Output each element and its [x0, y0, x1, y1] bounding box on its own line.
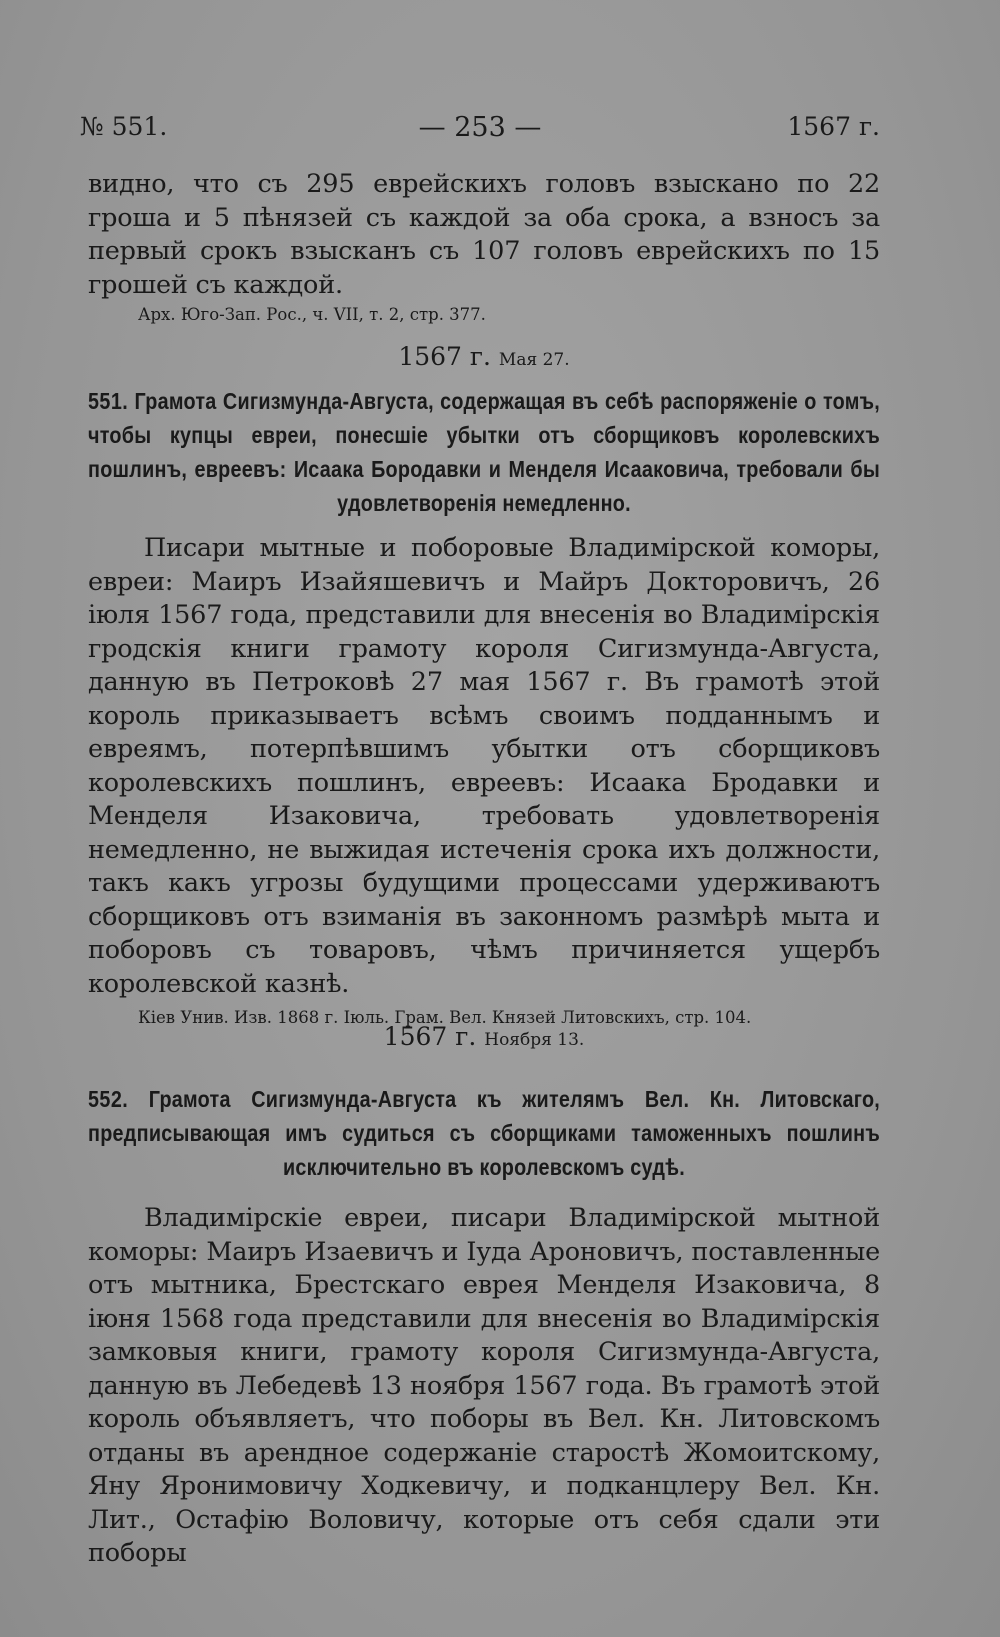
intro-section [88, 168, 880, 326]
intro-source-citation: Арх. Юго-Зап. Рос., ч. VII, т. 2, стр. 377. [138, 305, 486, 324]
doc-551-body: Писари мытные и поборовые Владимірской коморы, евреи: Маиръ Изайяшевичъ и Майръ Докторовичъ, 26 іюля 1567 года, представили для внесенія во Владимірскія гродскія книги грамоту короля Сигизмунда-Августа, данную въ Петроковѣ 27 мая 1567 г. Въ грамотѣ этой король приказываетъ всѣмъ своимъ подданнымъ и евреямъ, потерпѣвшимъ убытки отъ сборщиковъ королевскихъ пошлинъ, евреевъ: Исаака Бродавки и Менделя Изаковича, требовать удовлетворенія немедленно, не выжидая истеченія срока ихъ должности, такъ какъ угрозы будущими процессами удерживаютъ сборщиковъ отъ взиманія въ законномъ размѣрѣ мыта и поборовъ съ товаровъ, чѣмъ причиняется ущербъ королевской казнѣ. [88, 533, 880, 999]
doc-551-date-g: г. [469, 342, 491, 371]
doc-551-heading [88, 384, 880, 520]
doc-552-date-monthday: Ноября 13. [484, 1030, 585, 1050]
doc-552-date [88, 1022, 880, 1051]
page-header [80, 112, 880, 152]
doc-552-body: Владимірскіе евреи, писари Владимірской мытной коморы: Маиръ Изаевичъ и Іуда Ароновичъ, поставленные отъ мытника, Брестскаго еврея Менделя Изаковича, 8 іюня 1568 года представили для внесенія во Владимірскія замковыя книги, грамоту короля Сигизмунда-Августа, данную въ Лебедевѣ 13 ноября 1567 года. Въ грамотѣ этой король объявляетъ, что поборы въ Вел. Кн. Литовскомъ отданы въ арендное содержаніе старостѣ Жомоитскому, Яну Яронимовичу Ходкевичу, и подканцлеру Вел. Кн. Лит., Остафію Воловичу, которые отъ себя сдали эти поборы [88, 1203, 880, 1568]
header-doc-number: № 551. [80, 112, 168, 141]
intro-paragraph: видно, что съ 295 еврейскихъ головъ взыскано по 22 гроша и 5 пѣнязей съ каждой за оба срока, а взносъ за первый срокъ взысканъ съ 107 головъ еврейскихъ по 15 грошей съ каждой. [88, 169, 880, 300]
header-year: 1567 г. [787, 112, 880, 141]
doc-552-section [88, 1082, 880, 1571]
doc-551-number: 551. [88, 388, 129, 414]
doc-551-date-monthday: Мая 27. [498, 350, 570, 370]
doc-552-number: 552. [88, 1086, 129, 1112]
doc-551-date-year: 1567 [398, 342, 462, 371]
doc-552-heading [88, 1082, 880, 1184]
doc-551-title: Грамота Сигизмунда-Августа, содержащая въ себѣ распоряженіе о томъ, чтобы купцы евреи, понесшіе убытки отъ сборщиковъ королевскихъ пошлинъ, евреевъ: Исаака Бородавки и Менделя Исааковича, требовали бы удовлетворенія немедленно. [88, 388, 881, 516]
header-page-number: — 253 — [418, 112, 542, 143]
doc-551-section [88, 384, 880, 1029]
doc-551-date [88, 342, 880, 371]
doc-551-source-citation: Кіев Унив. Изв. 1868 г. Іюль. Грам. Вел. Князей Литовскихъ, стр. 104. [138, 1008, 752, 1027]
doc-552-date-year: 1567 [383, 1022, 448, 1051]
doc-552-date-g: г. [455, 1022, 477, 1051]
doc-552-title: Грамота Сигизмунда-Августа къ жителямъ Вел. Кн. Литовскаго, предписывающая имъ судиться съ сборщиками таможенныхъ пошлинъ исключительно въ королевскомъ судѣ. [88, 1086, 881, 1180]
